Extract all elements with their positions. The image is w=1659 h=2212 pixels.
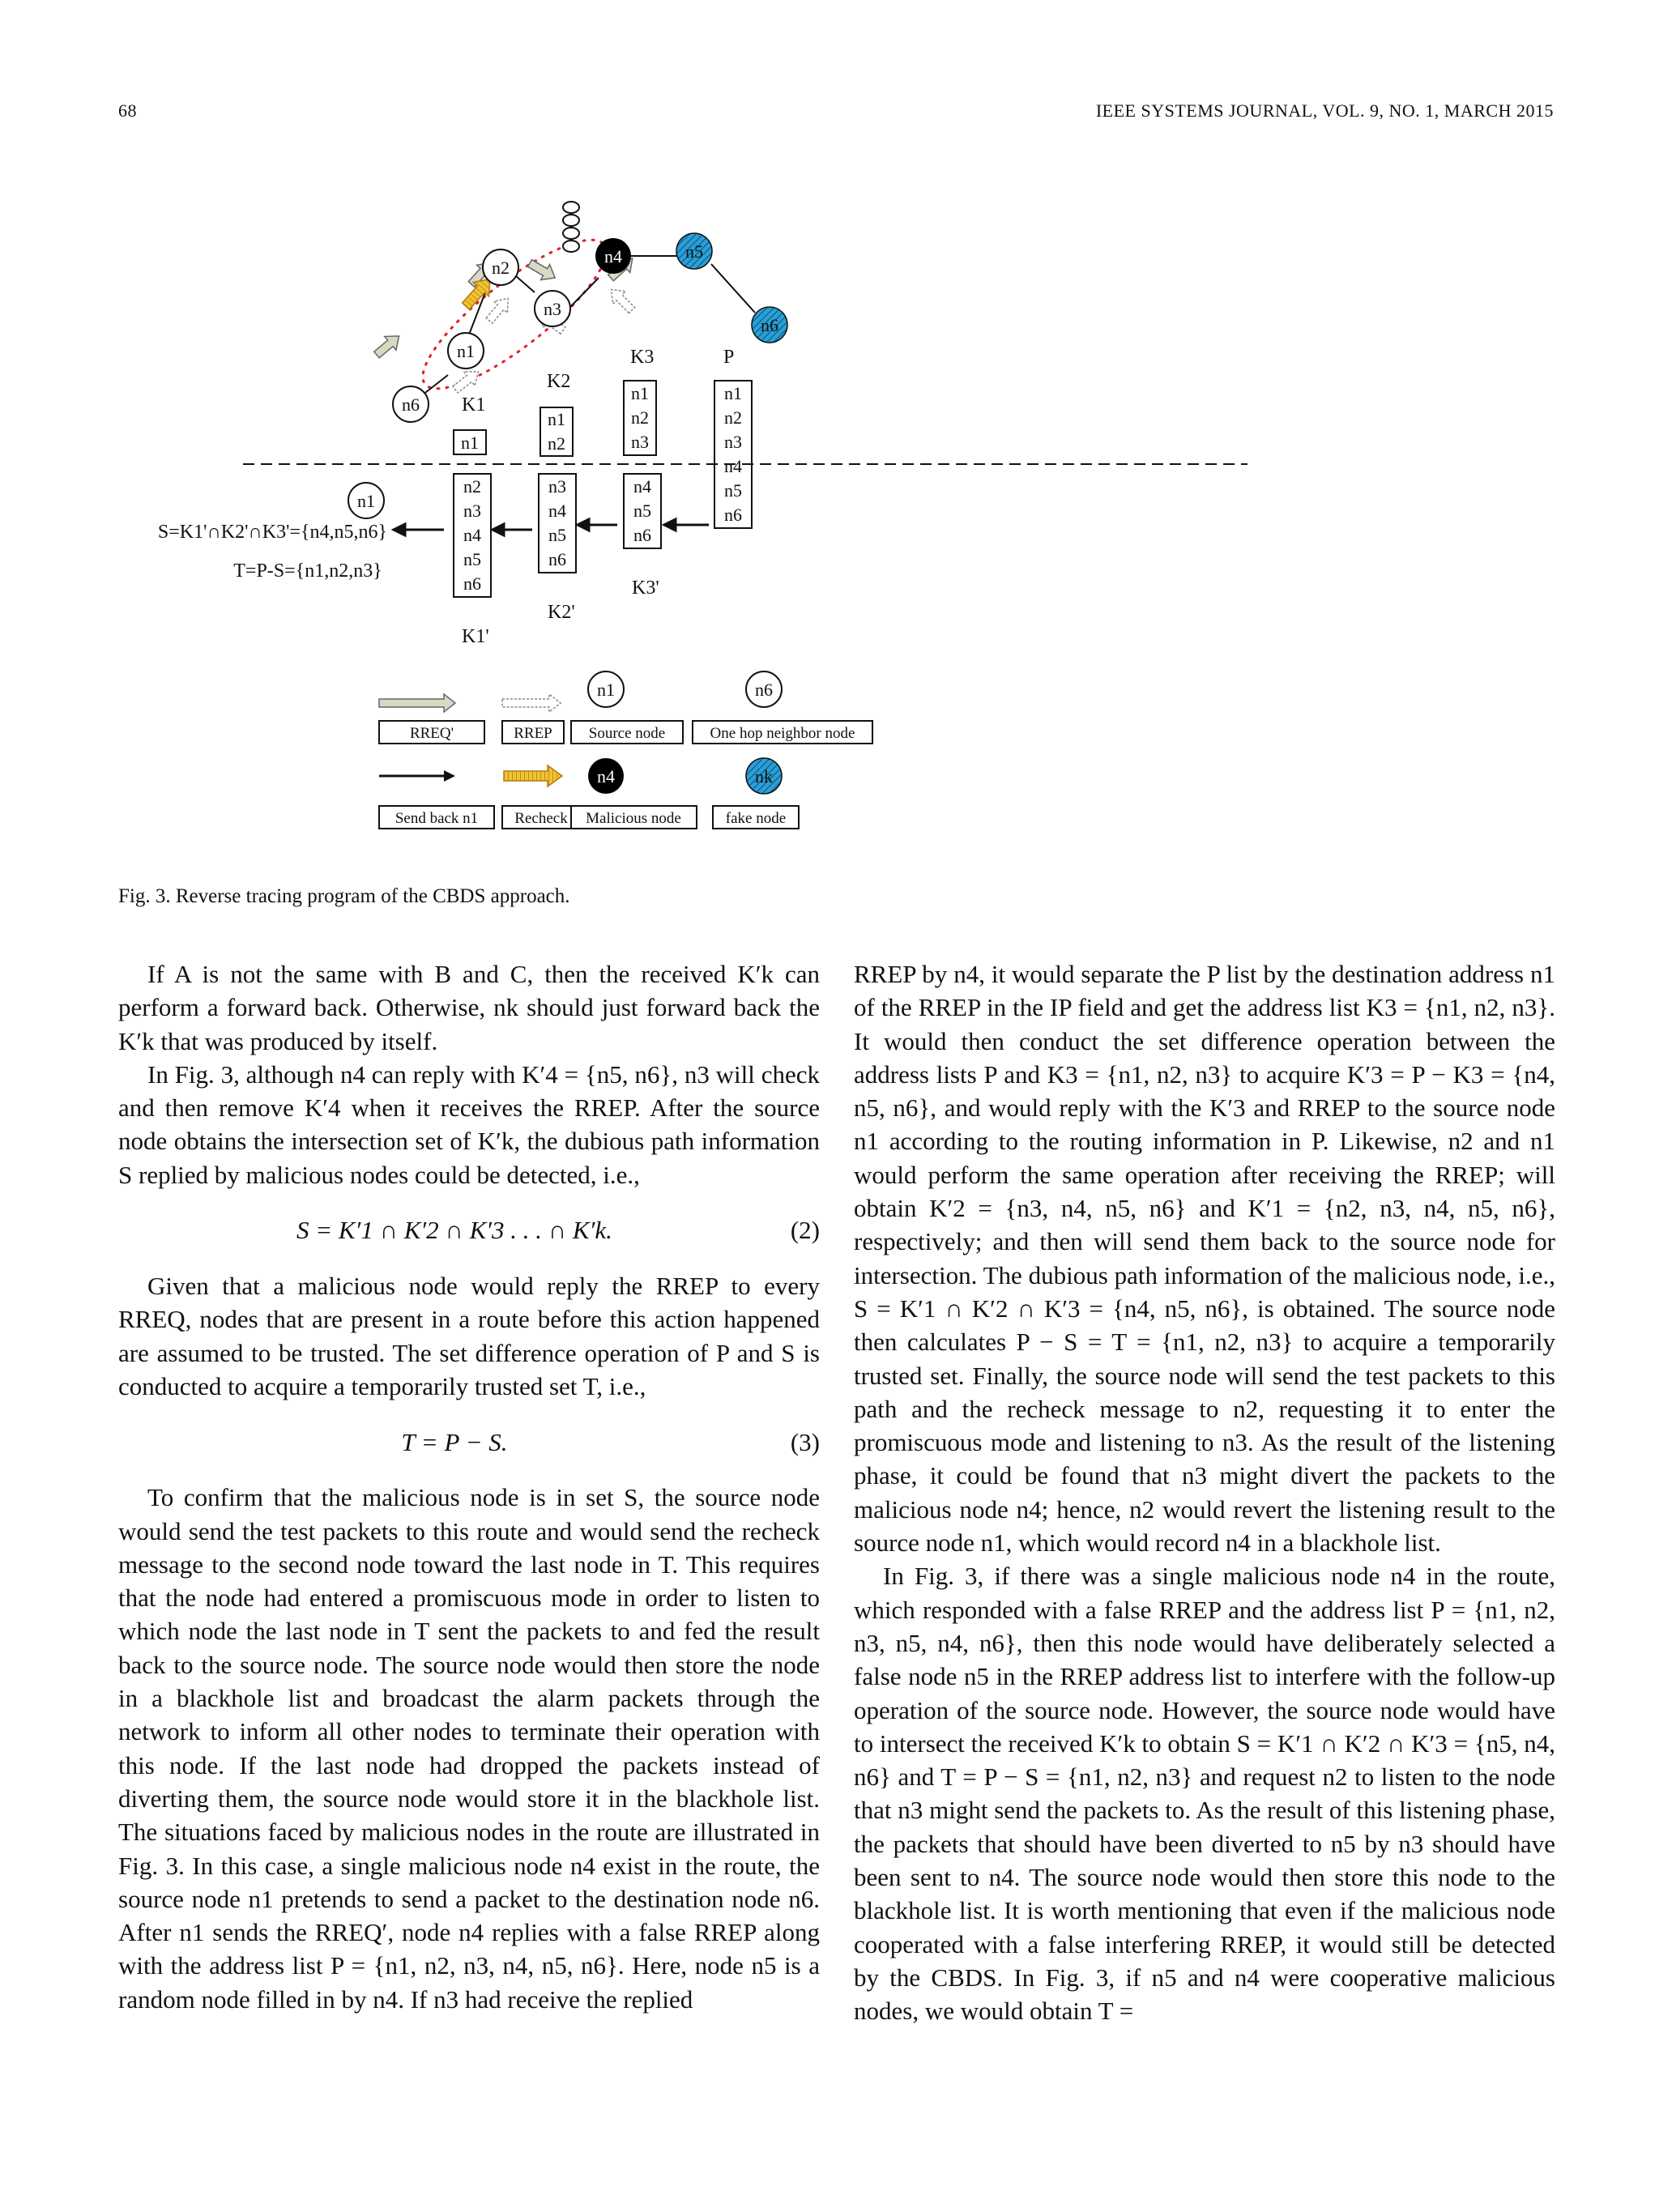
svg-text:n5: n5	[463, 549, 481, 569]
list-K1	[454, 394, 486, 454]
equation-2	[118, 1191, 820, 1269]
page-number: 68	[118, 100, 137, 121]
list-K3	[624, 347, 656, 455]
svg-text:One hop neighbor node: One hop neighbor node	[710, 725, 855, 742]
equation-expression: S = K′1 ∩ K′2 ∩ K′3 . . . ∩ K′k.	[296, 1216, 612, 1245]
svg-text:K3': K3'	[632, 578, 659, 599]
right-column	[854, 957, 1555, 2028]
node-n1	[448, 333, 484, 369]
equation-number: (2)	[790, 1216, 820, 1245]
svg-text:n4: n4	[724, 456, 742, 476]
node-n5-fake	[676, 233, 712, 269]
svg-text:n1: n1	[461, 433, 479, 453]
paragraph: In Fig. 3, although n4 can reply with K′4 = {n5, n6}, n3 will check and then remove K′4 when it receives the RREP. After the source node obtains the intersection set of K′k, the dubious path information S replied by malicious nodes could be detected, i.e.,	[118, 1059, 820, 1189]
list-K3-prime	[624, 474, 661, 599]
svg-text:n2: n2	[548, 433, 565, 454]
svg-text:n6: n6	[633, 525, 651, 545]
figure-3	[157, 177, 1328, 849]
svg-text:n3: n3	[631, 432, 649, 452]
list-K2-prime	[539, 474, 576, 623]
svg-text:RREP: RREP	[514, 725, 552, 742]
svg-text:K3: K3	[630, 347, 655, 368]
node-n6-fake	[752, 307, 787, 343]
left-source-node	[348, 483, 384, 518]
svg-text:n4: n4	[597, 766, 615, 786]
svg-text:n4: n4	[633, 476, 651, 497]
paragraph: In Fig. 3, if there was a single malicious node n4 in the route, which responded with a false RREP and the address list P = {n1, n2, n3, n5, n4, n6}, then this node would have deliberately selected a false node n5 in the RREP address list to interfere with the follow-up operation of the source node. However, the source node would have to intersect the received K′k to obtain S = K′1 ∩ K′2 ∩ K′3 = {n5, n4, n6} and T = P − S = {n1, n2, n3} and request n2 to listen to the node that n3 might send the packets to. As the result of this listening phase, the packets that should have been diverted to n5 by n3 should have been sent to n4. The source node would then store this node to the blackhole list. It is worth mentioning that even if the malicious node cooperated with a false interfering RREP, it would still be detected by the CBDS. In Fig. 3, if n5 and n4 were cooperative malicious nodes, we would obtain T =	[854, 1562, 1555, 2026]
svg-text:K1': K1'	[462, 626, 489, 647]
node-n4-malicious	[595, 238, 631, 274]
svg-text:n6: n6	[463, 573, 481, 594]
svg-text:n1: n1	[457, 341, 475, 361]
svg-text:n6: n6	[761, 315, 778, 335]
svg-text:Recheck: Recheck	[514, 810, 568, 827]
svg-text:Send back n1: Send back n1	[394, 810, 479, 827]
svg-text:n3: n3	[548, 476, 566, 497]
svg-text:n4: n4	[463, 525, 481, 545]
svg-text:K2: K2	[547, 371, 571, 392]
svg-text:n2: n2	[631, 407, 649, 428]
paragraph: RREP by n4, it would separate the P list by the destination address n1 of the RREP in the IP field and get the address list K3 = {n1, n2, n3}. It would then conduct the set difference operation between the address lists P and K3 = {n1, n2, n3} to acquire K′3 = P − K3 = {n4, n5, n6}, and would reply with the K′3 and RREP to the source node n1 according to the routing information in P. Likewise, n2 and n1 would perform the same operation after receiving the RREP; will obtain K′2 = {n3, n4, n5, n6} and K′1 = {n2, n3, n4, n5, n6}, respectively; and then will send them back to the source node for intersection. The dubious path information of the malicious node, i.e., S = K′1 ∩ K′2 ∩ K′3 = {n4, n5, n6}, is obtained. The source node then calculates P − S = T = {n1, n2, n3} to acquire a temporarily trusted set. Finally, the source node will send the test packets to this path and the recheck message to n2, requesting it to enter the promiscuous mode and listening to n3. As the result of the listening phase, it could be found that n3 might divert the packets to the malicious node n4; hence, n2 would revert the listening result to the source node n1, which would record n4 in a blackhole list.	[854, 960, 1555, 1558]
formula-S: S=K1'∩K2'∩K3'={n4,n5,n6}	[157, 522, 387, 543]
svg-text:n5: n5	[685, 241, 703, 262]
left-column	[118, 957, 820, 2016]
svg-text:n1: n1	[548, 409, 565, 429]
paragraph: If A is not the same with B and C, then the received K′k can perform a forward back. Otherwise, nk should just forward back the K′k that was produced by itself.	[118, 960, 820, 1055]
list-K1-prime	[454, 474, 491, 647]
journal-header: IEEE SYSTEMS JOURNAL, VOL. 9, NO. 1, MARCH 2015	[1095, 100, 1554, 121]
paragraph: Given that a malicious node would reply the RREP to every RREQ, nodes that are present in a route before this action happened are assumed to be trusted. The set difference operation of P and S is conducted to acquire a temporarily trusted set T, i.e.,	[118, 1272, 820, 1400]
equation-3	[118, 1403, 820, 1481]
svg-text:n3: n3	[544, 299, 561, 319]
svg-text:n2: n2	[492, 258, 510, 278]
svg-text:n2: n2	[724, 407, 742, 428]
svg-text:n6: n6	[548, 549, 566, 569]
svg-text:n6: n6	[724, 505, 742, 525]
list-P	[714, 347, 752, 528]
svg-text:n1: n1	[724, 383, 742, 403]
svg-text:n4: n4	[604, 246, 622, 266]
list-K2	[540, 371, 573, 456]
svg-text:n5: n5	[548, 525, 566, 545]
svg-text:n3: n3	[724, 432, 742, 452]
svg-text:n4: n4	[548, 501, 566, 521]
paragraph: To confirm that the malicious node is in set S, the source node would send the test packets to this route and would send the recheck message to the second node toward the last node in T. This requires that the node had entered a promiscuous mode in order to listen to which node the last node in T sent the packets to and fed the result back to the source node. The source node would then store the node in a blackhole list and broadcast the alarm packets through the network to inform all other nodes to terminate their operation with this node. If the last node had dropped the packets instead of diverting them, the source node would store it in the blackhole list. The situations faced by malicious nodes in the route are illustrated in Fig. 3. In this case, a single malicious node n4 exist in the route, the source node n1 pretends to send a packet to the destination node n6. After n1 sends the RREQ′, node n4 replies with a false RREP along with the address list P = {n1, n2, n3, n4, n5, n6}. Here, node n5 is a random node filled in by n4. If n3 had receive the replied	[118, 1483, 820, 2014]
reverse-trace-loop	[405, 219, 624, 409]
database-icon	[563, 202, 579, 252]
svg-text:P: P	[723, 347, 735, 368]
svg-text:n1: n1	[357, 491, 375, 511]
svg-text:n6: n6	[402, 394, 420, 415]
node-n2	[483, 249, 518, 285]
svg-text:Source node: Source node	[588, 725, 666, 742]
svg-text:n5: n5	[724, 480, 742, 501]
figure-caption: Fig. 3. Reverse tracing program of the CBDS approach.	[118, 885, 570, 907]
svg-text:n2: n2	[463, 476, 481, 497]
svg-text:nk: nk	[755, 766, 773, 786]
legend	[379, 671, 872, 829]
formula-T: T=P-S={n1,n2,n3}	[233, 560, 382, 582]
svg-text:K1: K1	[462, 394, 486, 416]
svg-text:n1: n1	[631, 383, 649, 403]
node-n3	[535, 291, 570, 326]
svg-text:K2': K2'	[548, 602, 575, 623]
svg-text:n5: n5	[633, 501, 651, 521]
svg-text:n3: n3	[463, 501, 481, 521]
svg-text:Malicious node: Malicious node	[586, 810, 681, 827]
node-n6	[393, 386, 429, 422]
equation-number: (3)	[790, 1427, 820, 1456]
svg-text:n6: n6	[755, 680, 773, 700]
svg-text:n1: n1	[597, 680, 615, 700]
equation-expression: T = P − S.	[401, 1427, 508, 1456]
svg-text:fake node: fake node	[725, 810, 787, 827]
svg-text:RREQ': RREQ'	[409, 725, 454, 742]
